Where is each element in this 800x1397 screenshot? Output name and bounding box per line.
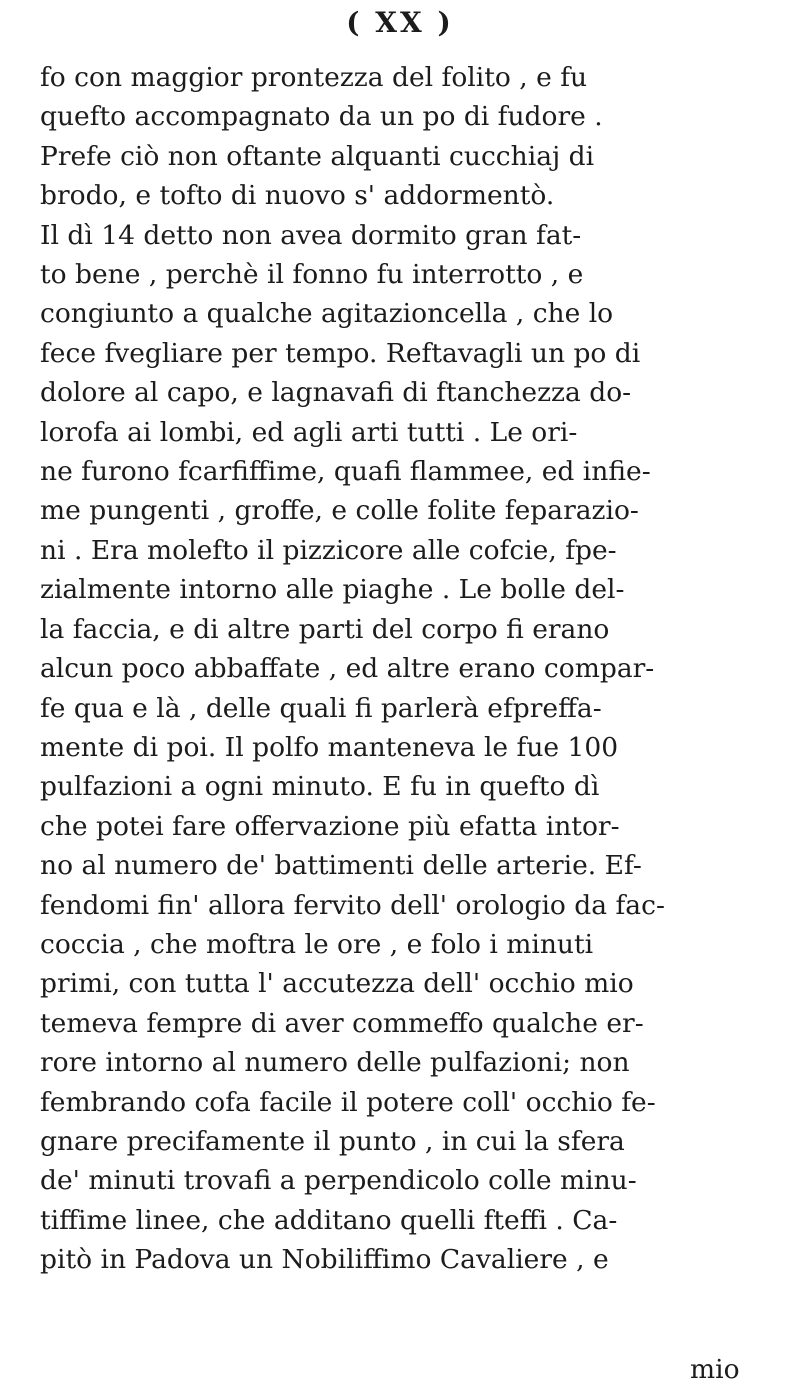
text-line: lorofa ai lombi, ed agli arti tutti . Le ori- <box>40 416 578 448</box>
text-line: rore intorno al numero delle pulfazioni; non <box>40 1047 630 1079</box>
body-text <box>40 58 780 1280</box>
text-line: to bene , perchè il fonno fu interrotto , e <box>40 259 584 291</box>
text-line: temeva fempre di aver commeffo qualche er- <box>40 1007 644 1039</box>
text-line: Il dì 14 detto non avea dormito gran fat- <box>40 219 582 251</box>
text-line: me pungenti , groffe, e colle folite feparazio- <box>40 495 639 527</box>
page-header: ( XX ) <box>346 6 454 39</box>
text-line: ne furono fcarfiffime, quafi flammee, ed infie- <box>40 456 651 488</box>
text-line: mente di poi. Il polfo manteneva le fue 100 <box>40 731 619 763</box>
text-line: quefto accompagnato da un po di fudore . <box>40 101 603 133</box>
text-line: fo con maggior prontezza del folito , e fu <box>40 62 588 93</box>
text-line: ni . Era molefto il pizzicore alle cofcie, fpe- <box>40 534 617 566</box>
text-line: che potei fare offervazione più efatta intor- <box>40 810 620 842</box>
text-line: fendomi fin' allora fervito dell' orologio da fac- <box>40 889 665 921</box>
text-line: la faccia, e di altre parti del corpo fi erano <box>40 613 610 645</box>
text-line: no al numero de' battimenti delle arterie. Ef- <box>40 850 642 882</box>
text-line: de' minuti trovafi a perpendicolo colle minu- <box>40 1165 637 1197</box>
text-line: congiunto a qualche agitazioncella , che lo <box>40 298 614 330</box>
text-line: zialmente intorno alle piaghe . Le bolle del- <box>40 574 625 606</box>
text-line: dolore al capo, e lagnavafi di ftanchezza do- <box>40 377 632 409</box>
text-line: gnare precifamente il punto , in cui la sfera <box>40 1125 625 1157</box>
text-line: fembrando cofa facile il potere coll' occhio fe- <box>40 1086 656 1118</box>
text-line: primi, con tutta l' accutezza dell' occhio mio <box>40 968 634 1000</box>
text-line: fe qua e là , delle quali fi parlerà efpreffa- <box>40 692 602 724</box>
text-line: pulfazioni a ogni minuto. E fu in quefto dì <box>40 771 600 803</box>
text-line: brodo, e tofto di nuovo s' addormentò. <box>40 180 555 212</box>
text-line: fece fvegliare per tempo. Reftavagli un po di <box>40 337 641 369</box>
text-line: alcun poco abbaffate , ed altre erano compar- <box>40 653 655 685</box>
catchword: mio <box>690 1354 740 1385</box>
text-line: coccia , che moftra le ore , e folo i minuti <box>40 928 594 960</box>
text-line: Prefe ciò non oftante alquanti cucchiaj di <box>40 140 595 172</box>
text-line: tiffime linee, che additano quelli fteffi . Ca- <box>40 1204 618 1236</box>
text-line: pitò in Padova un Nobiliffimo Cavaliere , e <box>40 1244 609 1276</box>
